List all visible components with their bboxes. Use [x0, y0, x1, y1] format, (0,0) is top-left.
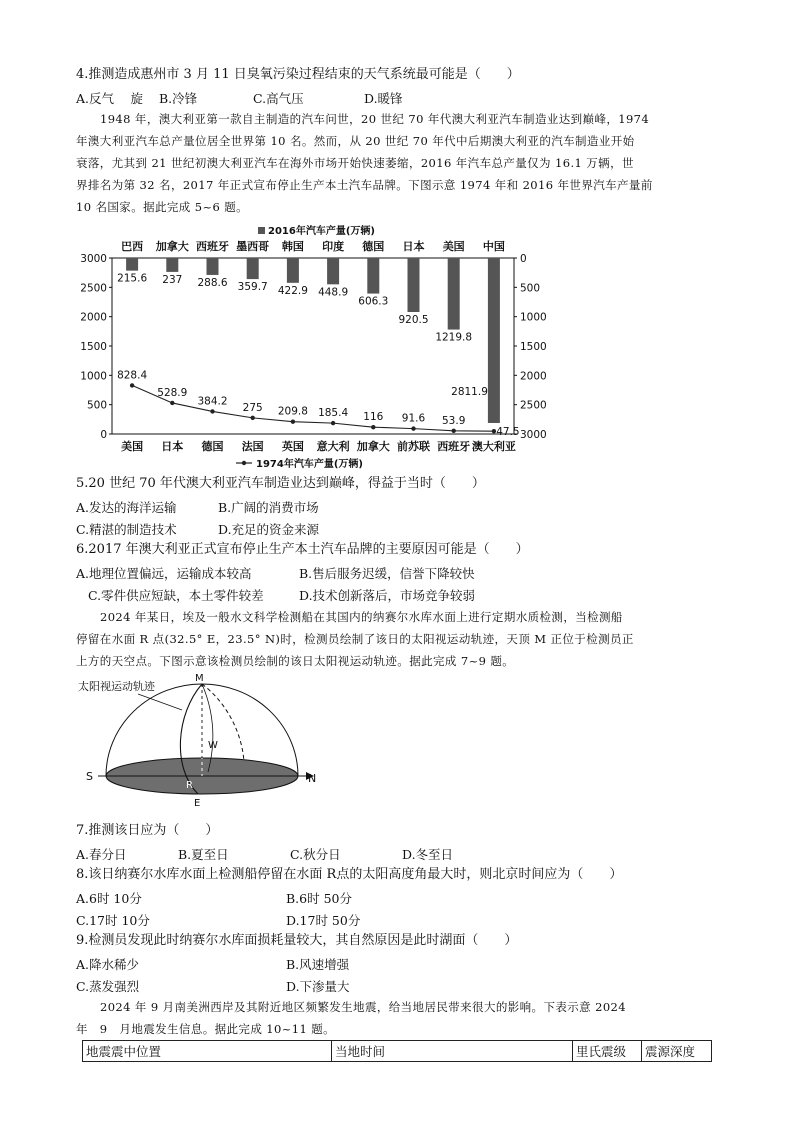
- bar-2016: [287, 258, 299, 283]
- earthquake-table: [82, 1040, 712, 1062]
- line-value-label: 275: [242, 401, 263, 414]
- q8-option-a: A.6时 10分: [76, 891, 142, 906]
- q6-option-c: C.零件供应短缺，本土零件较差: [88, 588, 264, 603]
- legend-label-2016: 2016年汽车产量(万辆): [268, 226, 375, 237]
- q5-option-d: D.充足的资金来源: [218, 522, 320, 537]
- line-value-label: 91.6: [401, 412, 426, 425]
- bar-2016: [207, 258, 219, 275]
- q5-stem: 5.20 世纪 70 年代澳大利亚汽车制造业达到巅峰，得益于当时（ ）: [76, 476, 485, 491]
- q8-option-d: D.17时 50分: [286, 913, 361, 928]
- left-tick-label: 2500: [80, 282, 107, 295]
- label-e: E: [194, 798, 201, 809]
- label-n: N: [308, 772, 317, 785]
- passage-sun-path: [76, 606, 722, 672]
- q9-option-b: B.风速增强: [286, 957, 350, 972]
- q4-stem: 4.推测造成惠州市 3 月 11 日臭氧污染过程结束的天气系统最可能是（ ）: [76, 67, 520, 82]
- table-header-cell: 里氏震级: [573, 1041, 642, 1062]
- bar-2016: [488, 258, 500, 423]
- bar-value-label: 606.3: [358, 295, 389, 308]
- bar-value-label: 359.7: [237, 281, 268, 294]
- bar-value-label: 422.9: [277, 284, 308, 297]
- passage-line: 年 9 月地震发生信息。据此完成 10~11 题。: [76, 1022, 336, 1036]
- q4-option-d: D.暖锋: [364, 91, 403, 106]
- bar-value-label: 1219.8: [435, 331, 473, 344]
- label-s: S: [86, 770, 93, 783]
- line-value-label: 47.5: [496, 426, 520, 439]
- line-value-label: 384.2: [197, 395, 228, 408]
- q7-stem: 7.推测该日应为（ ）: [76, 823, 219, 838]
- bar-category-label: 西班牙: [196, 240, 229, 253]
- right-tick-label: 1000: [520, 311, 547, 324]
- bar-2016: [327, 258, 339, 284]
- line-point-1974: [371, 425, 375, 429]
- q4-option-a: A.反气 旋: [76, 91, 143, 106]
- q6-option-a: A.地理位置偏远，运输成本较高: [76, 566, 252, 581]
- bar-category-label: 印度: [322, 240, 345, 253]
- legend-swatch-2016: [258, 227, 265, 234]
- q9-option-d: D.下渗量大: [286, 979, 350, 994]
- bar-value-label: 237: [162, 273, 183, 286]
- label-m: M: [195, 673, 204, 684]
- bar-2016: [367, 258, 379, 294]
- passage-line: 界排名为第 32 名，2017 年正式宣布停止生产本土汽车品牌。下图示意 1974 年和 2016 年世界汽车产量前: [76, 178, 653, 192]
- q4-option-b: B.冷锋: [159, 91, 198, 106]
- passage-line: 停留在水面 R 点(32.5° E，23.5° N)时，检测员绘制了该日的太阳视运动轨迹，天顶 M 正位于检测员正: [76, 632, 634, 646]
- line-value-label: 209.8: [277, 405, 308, 418]
- left-tick-label: 0: [100, 429, 107, 441]
- left-tick-label: 2000: [80, 311, 107, 324]
- table-header-row: [83, 1041, 712, 1062]
- q4-option-c: C.高气压: [253, 91, 304, 106]
- bar-value-label: 920.5: [398, 314, 429, 327]
- bar-2016: [126, 258, 138, 271]
- passage-line: 10 名国家。据此完成 5~6 题。: [76, 200, 249, 214]
- q7-option-a: A.春分日: [76, 847, 127, 862]
- right-tick-label: 2500: [520, 399, 547, 412]
- right-tick-label: 1500: [520, 341, 547, 353]
- left-tick-label: 1000: [80, 370, 107, 383]
- passage-line: 年澳大利亚汽车总产量位居全世界第 10 名。然而，从 20 世纪 70 年代中后期澳大利亚的汽车制造业开始: [76, 134, 635, 148]
- bar-category-label: 韩国: [281, 240, 304, 253]
- passage-line: 2024 年 9 月南美洲西岸及其附近地区频繁发生地震，给当地居民带来很大的影响。下表示意 2024: [100, 1000, 626, 1014]
- legend-label-1974: 1974年汽车产量(万辆): [256, 459, 363, 470]
- bar-2016: [166, 258, 178, 272]
- line-category-label: 美国: [121, 440, 144, 453]
- q8-option-c: C.17时 10分: [76, 913, 150, 928]
- passage-line: 1948 年，澳大利亚第一款自主制造的汽车问世，20 世纪 70 年代澳大利亚汽车制造业达到巅峰，1974: [100, 112, 650, 126]
- line-point-1974: [130, 383, 134, 387]
- line-value-label: 828.4: [117, 369, 148, 382]
- bar-category-label: 加拿大: [155, 240, 189, 253]
- q5-option-a: A.发达的海洋运输: [76, 500, 177, 515]
- q9-stem: 9.检测员发现此时纳赛尔水库面损耗量较大，其自然原因是此时湖面（ ）: [76, 933, 518, 948]
- bar-category-label: 巴西: [121, 240, 144, 253]
- passage-line: 2024 年某日，埃及一般水文科学检测船在其国内的纳赛尔水库水面上进行定期水质检测，当检测船: [100, 610, 623, 624]
- q7-option-d: D.冬至日: [402, 847, 454, 862]
- line-category-label: 澳大利亚: [471, 440, 516, 453]
- table-header-cell: 地震震中位置: [83, 1041, 332, 1062]
- auto-production-chart: [76, 222, 566, 470]
- table-header-cell: 震源深度: [642, 1041, 712, 1062]
- passage-auto-industry: [76, 108, 722, 218]
- line-category-label: 加拿大: [356, 440, 390, 453]
- left-tick-label: 3000: [80, 253, 107, 265]
- passage-line: 衰落，尤其到 21 世纪初澳大利亚汽车在海外市场开始快速萎缩，2016 年汽车总产量仅为 16.1 万辆，世: [76, 156, 634, 170]
- q5-option-b: B.广阔的消费市场: [218, 500, 319, 515]
- right-tick-label: 0: [520, 253, 527, 265]
- line-category-label: 日本: [161, 440, 184, 453]
- bar-2016: [448, 258, 460, 330]
- sun-path-caption: 太阳视运动轨迹: [78, 680, 155, 693]
- right-tick-label: 3000: [520, 429, 547, 441]
- line-category-label: 法国: [241, 440, 264, 453]
- bar-category-label: 德国: [362, 240, 385, 253]
- passage-earthquake: [76, 996, 722, 1040]
- line-point-1974: [452, 429, 456, 433]
- line-value-label: 528.9: [157, 386, 188, 399]
- legend-marker-1974: [242, 461, 246, 465]
- line-value-label: 53.9: [442, 414, 466, 427]
- table-header-cell: 当地时间: [332, 1041, 573, 1062]
- q7-option-c: C.秋分日: [290, 847, 341, 862]
- bar-category-label: 中国: [482, 240, 505, 253]
- line-point-1974: [331, 421, 335, 425]
- line-category-label: 英国: [281, 440, 304, 453]
- bar-value-label: 215.6: [117, 272, 148, 285]
- q6-option-d: D.技术创新落后，市场竞争较弱: [299, 588, 476, 603]
- q9-option-c: C.蒸发强烈: [76, 979, 140, 994]
- bar-category-label: 美国: [442, 240, 465, 253]
- q6-stem: 6.2017 年澳大利亚正式宣布停止生产本土汽车品牌的主要原因可能是（ ）: [76, 542, 529, 557]
- right-tick-label: 500: [520, 282, 541, 295]
- line-point-1974: [411, 426, 415, 430]
- q8-option-b: B.6时 50分: [286, 891, 352, 906]
- line-category-label: 意大利: [316, 440, 350, 453]
- bar-value-label: 448.9: [318, 286, 349, 299]
- line-value-label: 116: [363, 411, 384, 424]
- passage-line: 上方的天空点。下图示意该检测员绘制的该日太阳视运动轨迹。据此完成 7~9 题。: [76, 654, 515, 668]
- sun-path-diagram: [76, 672, 336, 822]
- line-category-label: 前苏联: [397, 440, 430, 453]
- line-point-1974: [251, 416, 255, 420]
- left-tick-label: 1500: [80, 341, 107, 353]
- bar-category-label: 日本: [402, 240, 425, 253]
- left-tick-label: 500: [86, 399, 107, 412]
- line-point-1974: [210, 409, 214, 413]
- bar-value-label: 288.6: [197, 276, 228, 289]
- bar-2016: [408, 258, 420, 312]
- q5-option-c: C.精湛的制造技术: [76, 522, 177, 537]
- label-r: R: [186, 780, 193, 791]
- label-w: W: [208, 740, 218, 751]
- q7-option-b: B.夏至日: [178, 847, 229, 862]
- line-point-1974: [291, 419, 295, 423]
- bar-value-label: 2811.9: [451, 385, 488, 398]
- bar-2016: [247, 258, 259, 279]
- line-category-label: 西班牙: [437, 440, 471, 453]
- line-value-label: 185.4: [318, 407, 349, 420]
- right-tick-label: 2000: [520, 370, 547, 383]
- line-category-label: 德国: [201, 440, 224, 453]
- q6-option-b: B.售后服务迟缓，信誉下降较快: [299, 566, 475, 581]
- q9-option-a: A.降水稀少: [76, 957, 140, 972]
- bar-category-label: 墨西哥: [236, 240, 270, 253]
- line-point-1974: [170, 401, 174, 405]
- q8-stem: 8.该日纳赛尔水库水面上检测船停留在水面 R点的太阳高度角最大时，则北京时间应为（ ）: [76, 867, 623, 882]
